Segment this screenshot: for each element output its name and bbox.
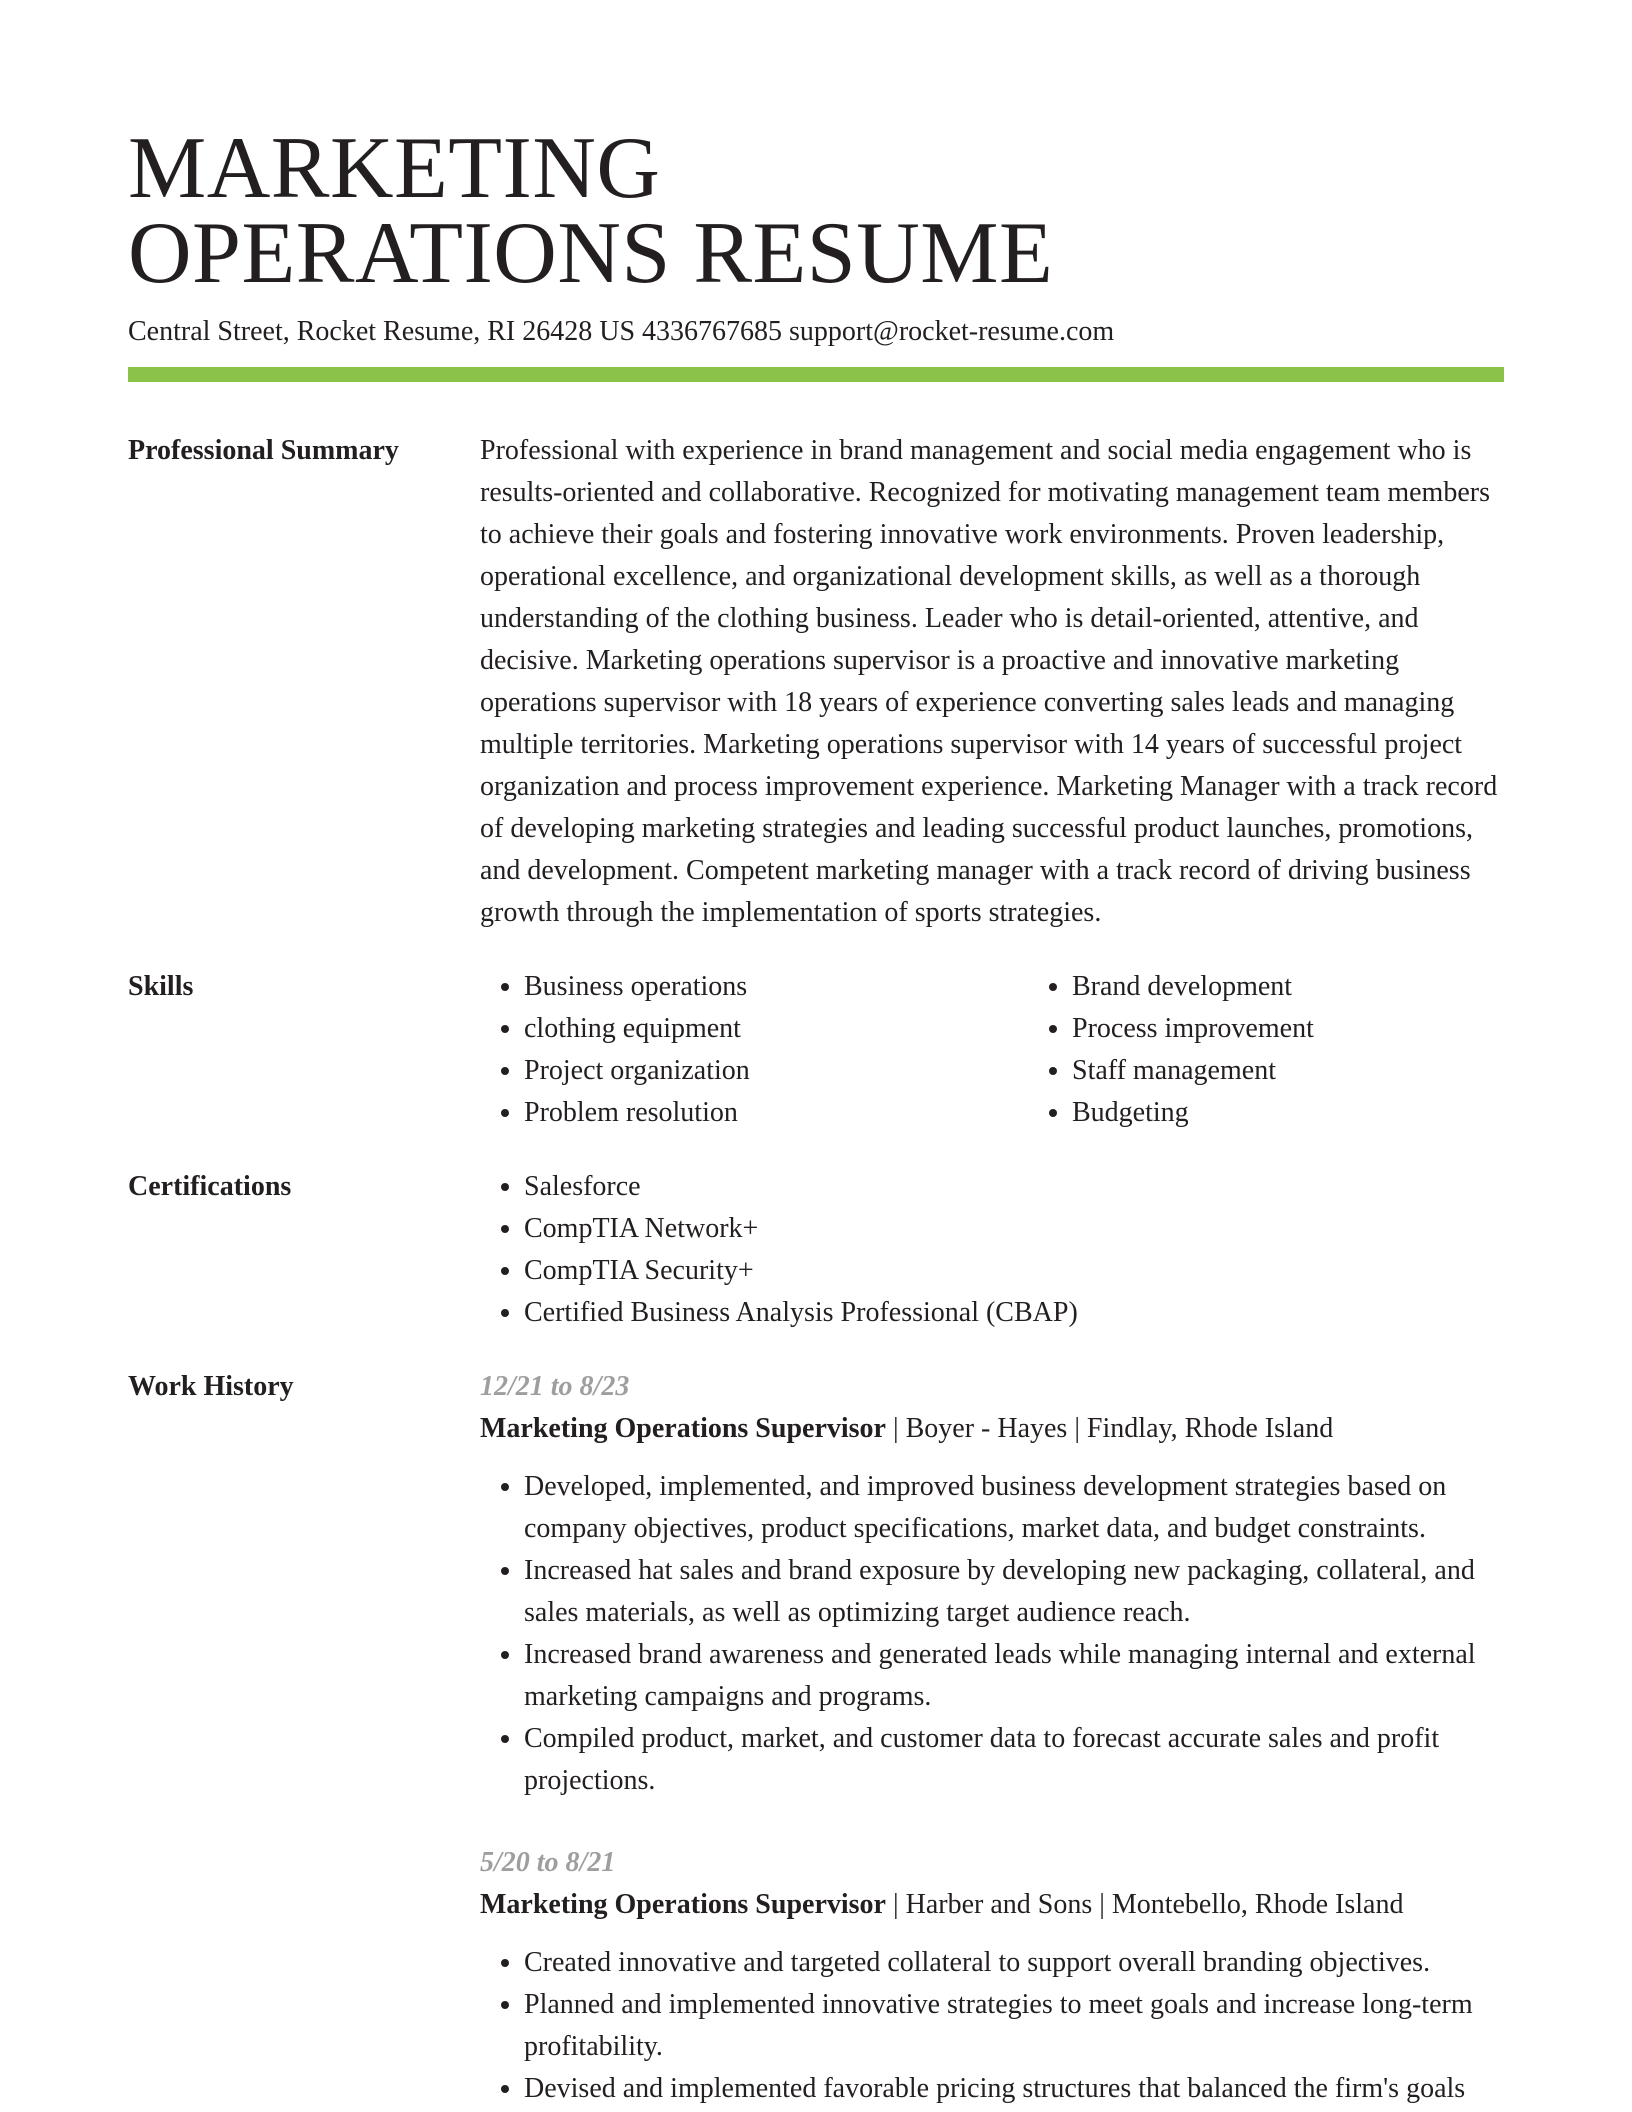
job-bullet: • Compiled product, market, and customer data to forecast accurate sales and profit projections. (524, 1718, 1504, 1802)
work-history-label: Work History (128, 1371, 294, 1402)
skill-item: • Problem resolution (524, 1092, 1028, 1134)
job-dates: 5/20 to 8/21 (480, 1847, 616, 1878)
job-details: | Harber and Sons | Montebello, Rhode Island (886, 1889, 1404, 1920)
resume-title (128, 120, 1504, 302)
skill-item: • Staff management (1072, 1050, 1576, 1092)
skill-item: • Process improvement (1072, 1008, 1576, 1050)
certification-item: • CompTIA Network+ (524, 1208, 1504, 1250)
job-bullet: • Devised and implemented favorable pricing structures that balanced the firm's goals (524, 2068, 1504, 2110)
skills-section (128, 966, 1504, 1134)
skills-label: Skills (128, 971, 194, 1002)
title-line-2: OPERATIONS RESUME (128, 205, 1054, 302)
job-title: Marketing Operations Supervisor (480, 1889, 886, 1920)
job-bullets (480, 1942, 1504, 2110)
job-bullets (480, 1466, 1504, 1802)
skill-item: • Budgeting (1072, 1092, 1576, 1134)
summary-label: Professional Summary (128, 435, 399, 466)
certification-item: • Salesforce (524, 1166, 1504, 1208)
job-bullet: • Increased brand awareness and generated leads while managing internal and external marketing campaigns and programs. (524, 1634, 1504, 1718)
job-heading (480, 1408, 1504, 1450)
job-bullet: • Increased hat sales and brand exposure by developing new packaging, collateral, and sales materials, as well as optimizing target audience reach. (524, 1550, 1504, 1634)
summary-section (128, 430, 1504, 934)
work-history-list (480, 1366, 1504, 2110)
job-entry (480, 1842, 1504, 2110)
resume-page (128, 120, 1504, 2110)
certification-item: • Certified Business Analysis Professional (CBAP) (524, 1292, 1504, 1334)
job-heading (480, 1884, 1504, 1926)
certifications-bullets (480, 1166, 1504, 1334)
job-bullet: • Created innovative and targeted collateral to support overall branding objectives. (524, 1942, 1504, 1984)
work-history-section (128, 1366, 1504, 2110)
summary-text: Professional with experience in brand management and social media engagement who is results-oriented and collaborative. Recognized for motivating management team members to achieve their goals and fostering innovative work environments. Proven leadership, operational excellence, and organizational development skills, as well as a thorough understanding of the clothing business. Leader who is detail-oriented, attentive, and decisive. Marketing operations supervisor is a proactive and innovative marketing operations supervisor with 18 years of experience converting sales leads and managing multiple territories. Marketing operations supervisor with 14 years of successful project organization and process improvement experience. Marketing Manager with a track record of developing marketing strategies and leading successful product launches, promotions, and development. Competent marketing manager with a track record of driving business growth through the implementation of sports strategies. (480, 435, 1498, 928)
title-line-1: MARKETING (128, 120, 661, 217)
skills-column-2 (1028, 966, 1576, 1134)
skill-item: • Business operations (524, 966, 1028, 1008)
contact-line: Central Street, Rocket Resume, RI 26428 US 4336767685 support@rocket-resume.com (128, 316, 1115, 347)
job-details: | Boyer - Hayes | Findlay, Rhode Island (886, 1413, 1334, 1444)
skills-list (480, 966, 1576, 1134)
job-dates: 12/21 to 8/23 (480, 1371, 630, 1402)
skill-item: • clothing equipment (524, 1008, 1028, 1050)
job-entry (480, 1366, 1504, 1802)
skills-column-1 (480, 966, 1028, 1134)
certification-item: • CompTIA Security+ (524, 1250, 1504, 1292)
certifications-label: Certifications (128, 1171, 292, 1202)
job-bullet: • Planned and implemented innovative strategies to meet goals and increase long-term profitability. (524, 1984, 1504, 2068)
certifications-section (128, 1166, 1504, 1334)
accent-divider (128, 367, 1504, 382)
job-bullet: • Developed, implemented, and improved business development strategies based on company objectives, product specifications, market data, and budget constraints. (524, 1466, 1504, 1550)
certifications-list (480, 1166, 1504, 1334)
job-title: Marketing Operations Supervisor (480, 1413, 886, 1444)
skill-item: • Brand development (1072, 966, 1576, 1008)
skill-item: • Project organization (524, 1050, 1028, 1092)
